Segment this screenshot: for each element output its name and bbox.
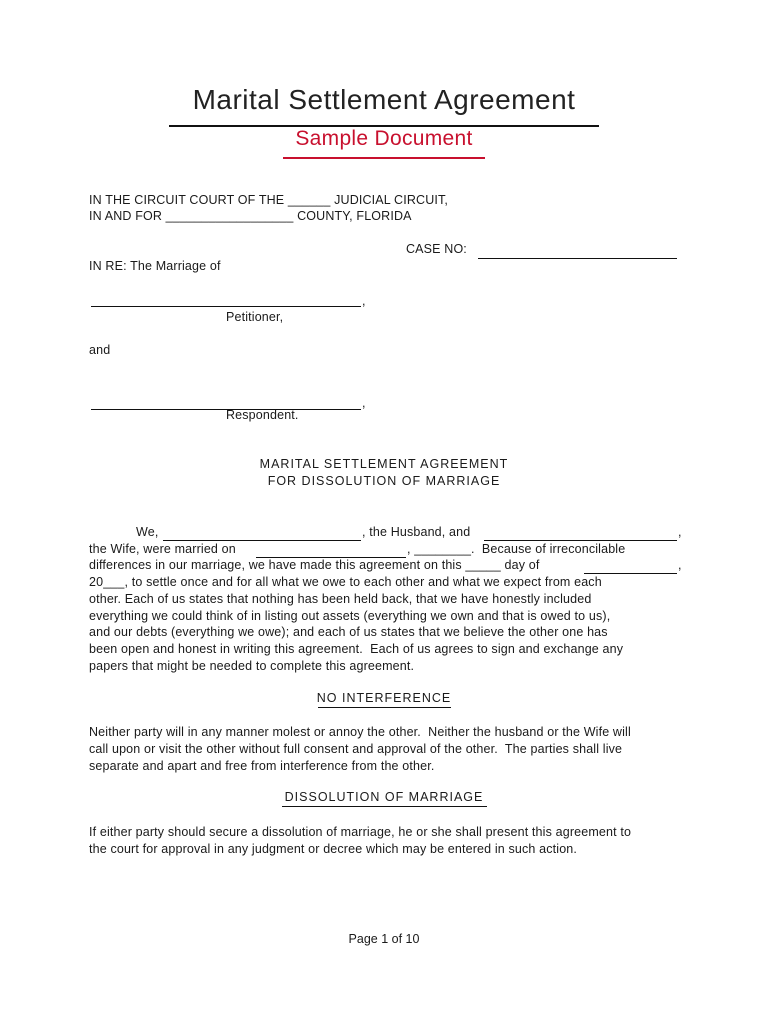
intro-line-5: other. Each of us states that nothing has been held back, that we have honestly included bbox=[89, 592, 592, 606]
intro-line-2-rest: , ________. Because of irreconcilable bbox=[407, 542, 626, 556]
and-label: and bbox=[89, 343, 111, 357]
intro-line-6: everything we could think of in listing out assets (everything we own and that is owed to us), bbox=[89, 609, 611, 623]
dissolution-line-2: the court for approval in any judgment or decree which may be entered in such action. bbox=[89, 842, 578, 856]
document-title: Marital Settlement Agreement bbox=[192, 84, 576, 115]
no-interference-line-3: separate and apart and free from interference from the other. bbox=[89, 759, 435, 773]
no-interference-line-2: call upon or visit the other without full consent and approval of the other. The parties shall live bbox=[89, 742, 623, 756]
in-re-line: IN RE: The Marriage of bbox=[89, 259, 221, 273]
intro-we: We, bbox=[136, 525, 159, 539]
petitioner-label: Petitioner, bbox=[226, 310, 284, 324]
court-line-2: IN AND FOR __________________ COUNTY, FLORIDA bbox=[89, 209, 412, 223]
no-interference-underline bbox=[318, 707, 451, 708]
intro-line-7: and our debts (everything we owe); and each of us states that we believe the other one has bbox=[89, 625, 608, 639]
intro-line-4: 20___, to settle once and for all what we owe to each other and what we expect from each bbox=[89, 575, 602, 589]
intro-line-3: differences in our marriage, we have made this agreement on this _____ day of bbox=[89, 558, 540, 572]
subtitle-underline bbox=[283, 157, 485, 159]
intro-comma-1: , bbox=[678, 525, 682, 539]
dissolution-underline bbox=[282, 806, 487, 807]
intro-wife: the Wife, were married on bbox=[89, 542, 236, 556]
page-number: Page 1 of 10 bbox=[348, 932, 420, 946]
no-interference-heading: NO INTERFERENCE bbox=[316, 691, 452, 705]
petitioner-comma: , bbox=[362, 294, 366, 308]
intro-husband: , the Husband, and bbox=[362, 525, 471, 539]
court-line-1: IN THE CIRCUIT COURT OF THE ______ JUDICIAL CIRCUIT, bbox=[89, 193, 449, 207]
no-interference-line-1: Neither party will in any manner molest or annoy the other. Neither the husband or the Wife will bbox=[89, 725, 631, 739]
intro-comma-3: , bbox=[678, 558, 682, 572]
case-number-label: CASE NO: bbox=[406, 242, 467, 256]
document-subtitle: Sample Document bbox=[295, 127, 473, 150]
petitioner-name-blank bbox=[91, 306, 361, 307]
agreement-heading-line-2: FOR DISSOLUTION OF MARRIAGE bbox=[267, 474, 501, 488]
respondent-comma: , bbox=[362, 396, 366, 410]
dissolution-line-1: If either party should secure a dissolution of marriage, he or she shall present this agreement to bbox=[89, 825, 632, 839]
case-number-blank bbox=[478, 258, 677, 259]
respondent-label: Respondent. bbox=[226, 408, 299, 422]
agreement-heading-line-1: MARITAL SETTLEMENT AGREEMENT bbox=[259, 457, 509, 471]
intro-line-8: been open and honest in writing this agreement. Each of us agrees to sign and exchange any bbox=[89, 642, 624, 656]
intro-line-9: papers that might be needed to complete this agreement. bbox=[89, 659, 415, 673]
dissolution-heading: DISSOLUTION OF MARRIAGE bbox=[284, 790, 484, 804]
